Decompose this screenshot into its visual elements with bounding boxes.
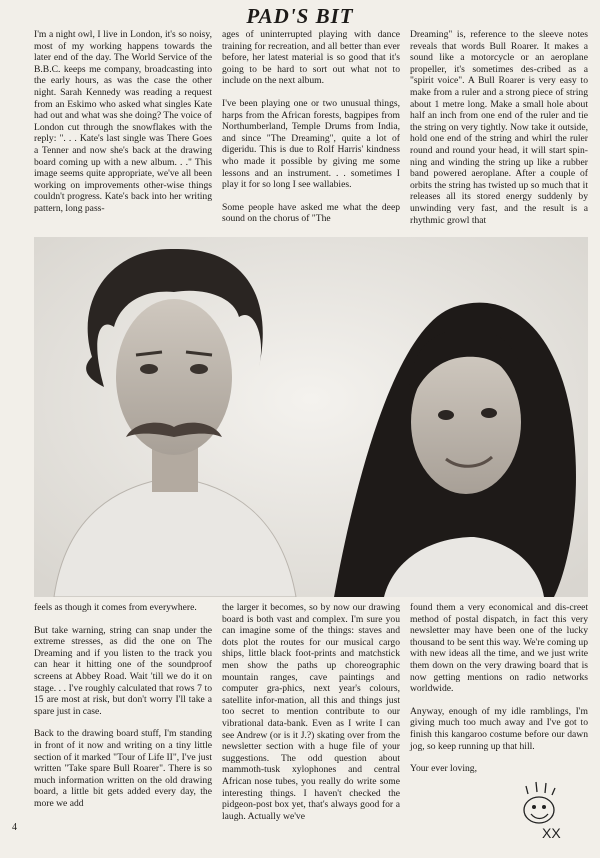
portrait-photo [34,237,588,597]
signature-doodle [508,780,576,842]
article-column-3-top [410,29,588,226]
paragraph: But take warning, string can snap under the extreme stresses, as did the one on The Dreaming and if you listen to the track you can hear it hitting one of the soundproof screens at Abbey Road. Wait 'till we do it on stage. . . I've roughly calculated that rows 7 to 15 are most at risk, but don't worry I'll take a spare just in case. [34,624,212,717]
paragraph: ages of uninterrupted playing with dance training for recreation, and all better than ever before, her latest material is so good that it's going to be hard to sort out what not to include on the next album. [222,29,400,87]
page-number: 4 [12,822,17,833]
article-column-1-bottom [34,602,212,810]
paragraph: the larger it becomes, so by now our drawing board is both vast and complex. I'm sure you can imagine some of the things: staves and dots plot the routes for our musical cargo ships, little black foot-prints and matchstick men show the paths up choreographic mountain ranges, cave paintings and computer gra-phics, next year's colours, satellite infor-mation, all this and things just too secret to mention contribute to our vibrational data-bank. Even as I write I can see Andrew (or is it J.?) skating over from the newsletter section with a huge file of your suggestions. The odd question about mammoth-tusk xylophones and central African nose tubes, you really do write some interesting things. I haven't checked the pidgeon-post box yet, that's always good for a laugh. Actually we've [222,602,400,822]
article-column-1-top [34,29,212,215]
article-column-2-top [222,29,400,225]
page-title: PAD'S BIT [246,4,354,28]
signature-kisses: XX [542,825,561,841]
smiley-face-icon [508,780,576,842]
paragraph: found them a very economical and dis-creet method of postal dispatch, in fact this very newsletter may have been one of the lucky thousand to be sent this way. We're coming up with new ideas all the time, and we just write them down on the very drawing board that is now getting mentions on radio networks worldwide. [410,602,588,695]
sign-off: Your ever loving, [410,763,477,775]
portrait-illustration [34,237,588,597]
paragraph: Anyway, enough of my idle ramblings, I'm giving much too much away and I've got to finish this kangaroo costume before our dawn jog, so keep running up that hill. [410,705,588,752]
paragraph: I've been playing one or two unusual things, harps from the African forests, bagpipes from Northumberland, Temple Drums from India, and since "The Dreaming", quite a lot of digeridu. This is due to Rolf Harris' kindness who made it possible by giving me some lessons and an instrument. . . sometimes I play it for so long I see wallabies. [222,97,400,191]
paragraph: Dreaming" is, reference to the sleeve notes reveals that words Bull Roarer. It makes a sound like a motorcycle or an aeroplane propeller, it's sometimes des-cribed as a "spirit voice". A Bull Roarer is very easy to make from a ruler and a strong piece of string about 1 metre long. Make a small hole about half an inch from one end of the ruler and tie the string on very tightly. Now take it outside, hold one end of the string and whirl the ruler round and round your head, it will start spin-ning and winding the string up like a rubber band powered aeroplane. After a couple of orbits the string has twisted up so much that it releases all its stored energy suddenly by unwinding very fast, and the result is a rhythmic growl that [410,29,588,226]
paragraph: Back to the drawing board stuff, I'm standing in front of it now and writing on a tiny little section of it marked "Tour of Life II", I've just written "Take spare Bull Roarer". There is so much information written on the old drawing board, a little bit gets added every day, the more we add [34,728,212,809]
article-column-2-bottom [222,602,400,822]
paragraph: I'm a night owl, I live in London, it's so noisy, most of my working happens towards the later end of the day. The World Service of the B.B.C. keeps me company, broadcasting into the early hours, as was the case the other night. Sarah Kennedy was reading a request from an Eskimo who asked what singles Kate had out and what was she doing? The voice of London cut through the snowflakes with the reply: ". . . Kate's last single was There Goes a Tenner and now she's back at the drawing board coming up with a new album. . ." This image seems quite appropriate, we've all been working on improvements other-wise things couldn't progress. Kate's back into her writing pattern, long pass- [34,29,212,214]
article-column-3-bottom [410,602,588,775]
paragraph: feels as though it comes from everywhere. [34,602,197,613]
paragraph: Some people have asked me what the deep sound on the chorus of "The [222,201,400,225]
